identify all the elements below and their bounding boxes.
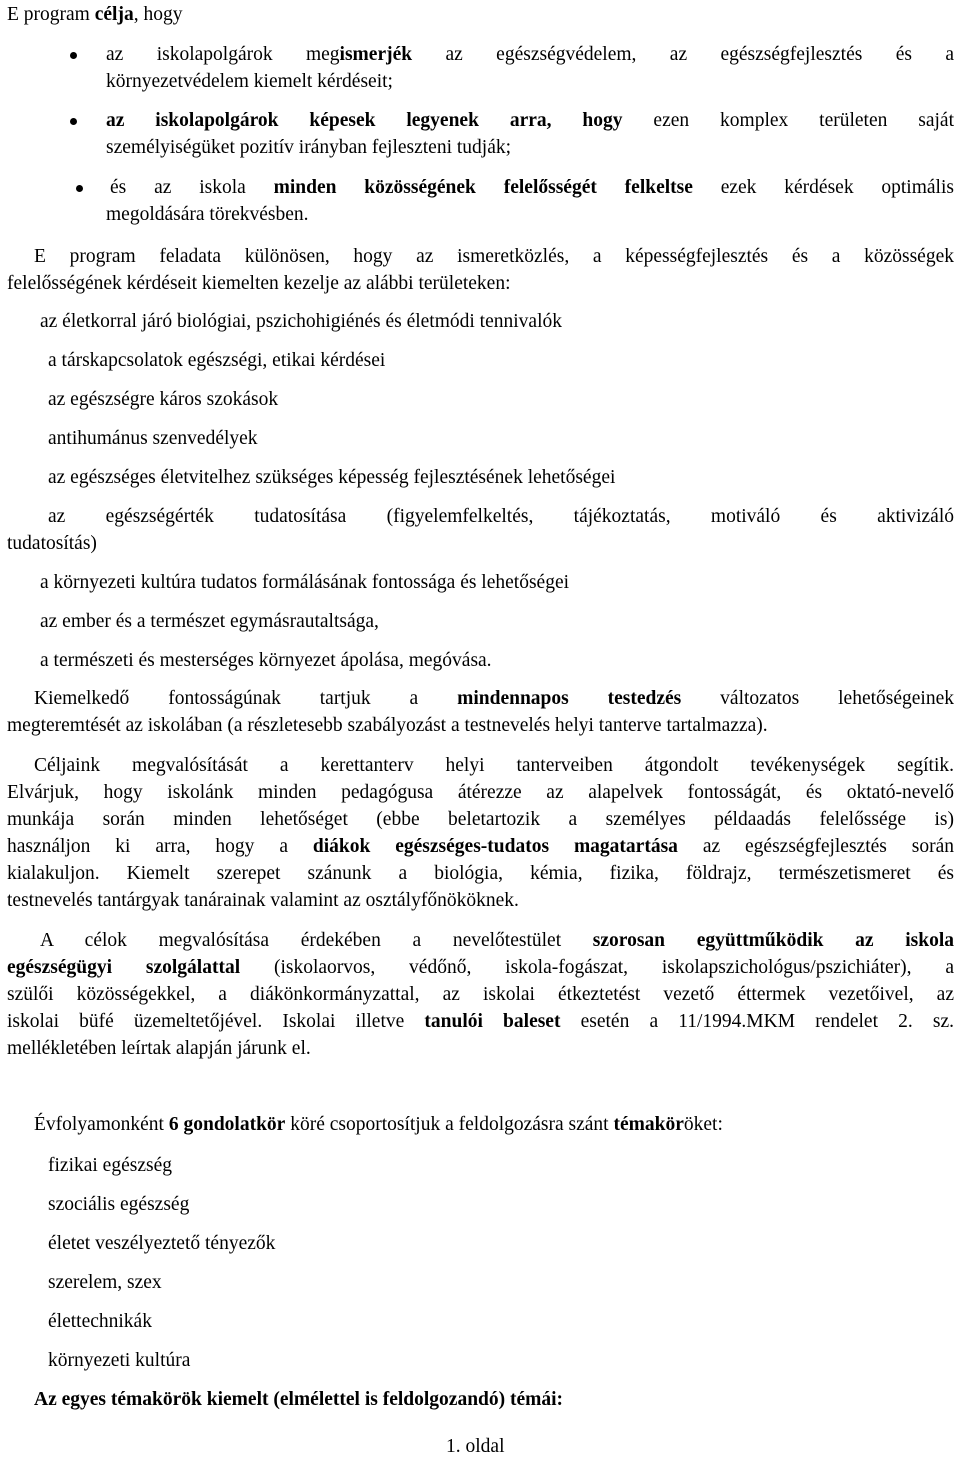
- sport-para-line-2: megteremtését az iskolában (a részletesebb szabályozást a testnevelés helyi tanterve tartalmazza).: [7, 715, 768, 736]
- bullet-dot: [70, 52, 77, 59]
- bullet-1-line-1: az iskolapolgárok megismerjék az egészségvédelem, az egészségfejlesztés és a: [106, 44, 954, 65]
- intro-text-end: , hogy: [133, 4, 183, 25]
- goals-para-line-2: Elvárjuk, hogy iskolánk minden pedagógusa átérezze az alapelvek fontosságát, és oktató-nevelő: [7, 782, 954, 803]
- topic-item: életet veszélyeztető tényezők: [48, 1233, 276, 1254]
- bullet-2-line-1: az iskolapolgárok képesek legyenek arra, hogy ezen komplex területen saját: [106, 110, 955, 131]
- topic-item: fizikai egészség: [48, 1155, 172, 1176]
- coop-para-line-2: egészségügyi szolgálattal (iskolaorvos, védőnő, iskola-fogászat, iskolapszichológus/pszichiáter), a: [7, 957, 954, 978]
- bullet-dot: [76, 185, 83, 192]
- topic-item: élettechnikák: [48, 1311, 152, 1332]
- coop-para-line-5: mellékletében leírtak alapján járunk el.: [7, 1038, 311, 1059]
- page-number: 1. oldal: [446, 1436, 505, 1457]
- coop-para-line-4: iskolai büfé üzemeltetőjével. Iskolai illetve tanulói baleset esetén a 11/1994.MKM rendelet 2. sz.: [7, 1011, 954, 1032]
- goals-para-line-4: használjon ki arra, hogy a diákok egészséges-tudatos magatartása az egészségfejlesztés során: [7, 836, 955, 857]
- intro-text: E program: [7, 4, 95, 25]
- area-item: antihumánus szenvedélyek: [48, 428, 258, 449]
- goals-para-line-6: testnevelés tantárgyak tanárainak valamint az osztályfőnököknek.: [7, 890, 519, 911]
- topic-item: szerelem, szex: [48, 1272, 162, 1293]
- area-item: az ember és a természet egymásrautaltsága,: [40, 611, 379, 632]
- area-item: a természeti és mesterséges környezet ápolása, megóvása.: [40, 650, 492, 671]
- area-item: a környezeti kultúra tudatos formálásának fontossága és lehetőségei: [40, 572, 570, 593]
- area-awareness-line-2: tudatosítás): [7, 533, 97, 554]
- task-para-line-1: E program feladata különösen, hogy az ismeretközlés, a képességfejlesztés és a közösségek: [34, 246, 954, 267]
- task-para-line-2: felelősségének kérdéseit kiemelten kezelje az alábbi területeken:: [7, 273, 511, 294]
- intro-line: [7, 1, 182, 28]
- area-item: az egészséges életvitelhez szükséges képesség fejlesztésének lehetőségei: [48, 467, 616, 488]
- coop-para-line-3: szülői közösségekkel, a diákönkormányzattal, az iskolai étkeztetést vezető éttermek vezetőivel, az: [7, 984, 954, 1005]
- goals-para-line-3: munkája során minden lehetőséget (ebbe beletartozik a személyes példaadás felelőssége is): [7, 809, 954, 830]
- area-item: a társkapcsolatok egészségi, etikai kérdései: [48, 350, 386, 371]
- goals-para-line-1: Céljaink megvalósítását a kerettanterv helyi tanterveiben átgondolt tevékenységek segítik.: [34, 755, 954, 776]
- bullet-1-line-2: környezetvédelem kiemelt kérdéseit;: [106, 71, 393, 92]
- bullet-3-line-2: megoldására törekvésben.: [106, 204, 309, 225]
- topics-intro: Évfolyamonként 6 gondolatkör köré csoportosítjuk a feldolgozásra szánt témaköröket:: [34, 1114, 723, 1135]
- intro-bold: célja: [94, 4, 134, 25]
- coop-para-line-1: A célok megvalósítása érdekében a nevelőtestület szorosan együttműködik az iskola: [40, 930, 954, 951]
- topics-heading: Az egyes témakörök kiemelt (elmélettel is feldolgozandó) témái:: [34, 1389, 564, 1410]
- area-item: az egészségre káros szokások: [48, 389, 279, 410]
- topic-item: környezeti kultúra: [48, 1350, 191, 1371]
- bullet-dot: [70, 118, 77, 125]
- bullet-2-line-2: személyiségüket pozitív irányban fejleszteni tudják;: [106, 137, 512, 158]
- area-item: az életkorral járó biológiai, pszichohigiénés és életmódi tennivalók: [40, 311, 562, 332]
- bullet-3-line-1: és az iskola minden közösségének felelősségét felkeltse ezek kérdések optimális: [110, 177, 954, 198]
- area-awareness-line-1: az egészségérték tudatosítása (figyelemfelkeltés, tájékoztatás, motiváló és aktivizáló: [48, 506, 954, 527]
- topic-item: szociális egészség: [48, 1194, 190, 1215]
- goals-para-line-5: kialakuljon. Kiemelt szerepet szánunk a biológia, kémia, fizika, földrajz, természetismeret és: [7, 863, 954, 884]
- sport-para-line-1: Kiemelkedő fontosságúnak tartjuk a mindennapos testedzés változatos lehetőségeinek: [34, 688, 954, 709]
